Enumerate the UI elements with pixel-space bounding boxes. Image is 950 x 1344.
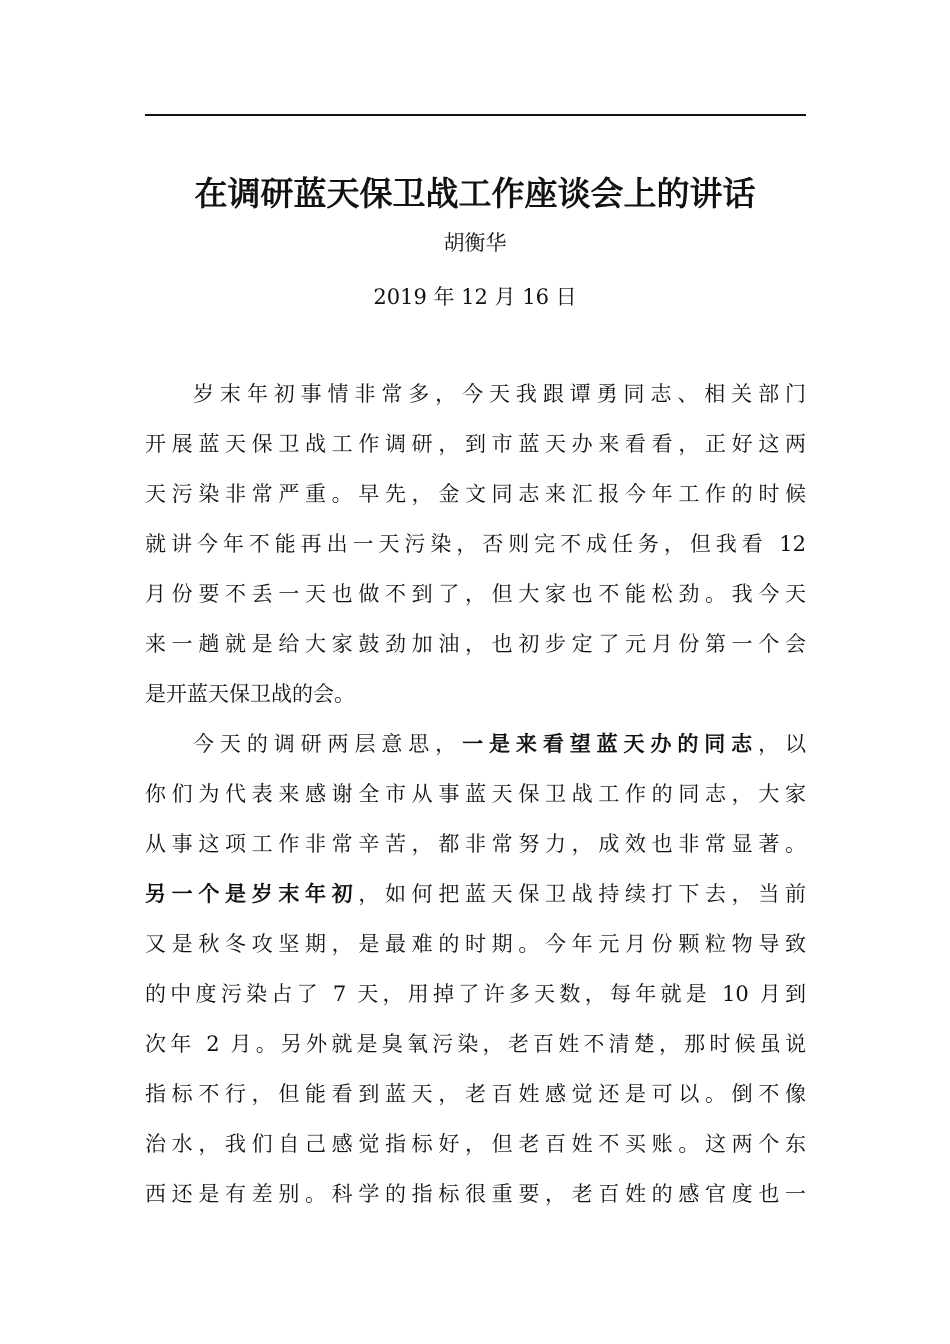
paragraph-2-line-9: 治水，我们自己感觉指标好，但老百姓不买账。这两个东 (145, 1132, 806, 1156)
paragraph-2-line-4 (145, 869, 806, 919)
paragraph-2-line-10: 西还是有差别。科学的指标很重要，老百姓的感官度也一 (145, 1182, 806, 1206)
paragraph-2-line-7: 次年 2 月。另外就是臭氧污染，老百姓不清楚，那时候虽说 (145, 1032, 806, 1056)
paragraph-1-line-1: 岁末年初事情非常多，今天我跟谭勇同志、相关部门 (193, 382, 806, 406)
paragraph-2-text: ，如何把蓝天保卫战持续打下去，当前 (358, 882, 806, 906)
paragraph-2-text: ，以 (758, 732, 806, 756)
paragraph-2-line-6: 的中度污染占了 7 天，用掉了许多天数，每年就是 10 月到 (145, 982, 806, 1006)
emphasis-point-one: 一是来看望蓝天办的同志 (462, 731, 759, 756)
header-rule (145, 114, 806, 116)
paragraph-2-line-3: 从事这项工作非常辛苦，都非常努力，成效也非常显著。 (145, 832, 806, 856)
paragraph-2-line-5: 又是秋冬攻坚期，是最难的时期。今年元月份颗粒物导致 (145, 932, 806, 956)
paragraph-1-line-7: 是开蓝天保卫战的会。 (145, 682, 355, 706)
document-date: 2019 年 12 月 16 日 (373, 285, 577, 309)
document-title: 在调研蓝天保卫战工作座谈会上的讲话 (194, 174, 756, 213)
paragraph-2-line-8: 指标不行，但能看到蓝天，老百姓感觉还是可以。倒不像 (145, 1082, 806, 1106)
paragraph-1-line-4: 就讲今年不能再出一天污染，否则完不成任务，但我看 12 (145, 532, 806, 556)
paragraph-2-text: 今天的调研两层意思， (193, 732, 463, 756)
paragraph-1-line-2: 开展蓝天保卫战工作调研，到市蓝天办来看看，正好这两 (145, 432, 806, 456)
paragraph-1-line-6: 来一趟就是给大家鼓劲加油，也初步定了元月份第一个会 (145, 632, 806, 656)
author-name: 胡衡华 (443, 231, 507, 255)
paragraph-1-line-5: 月份要不丢一天也做不到了，但大家也不能松劲。我今天 (145, 582, 806, 606)
emphasis-point-two: 另一个是岁末年初 (145, 881, 359, 906)
paragraph-2-line-1 (193, 719, 806, 769)
paragraph-2-line-2: 你们为代表来感谢全市从事蓝天保卫战工作的同志，大家 (145, 782, 806, 806)
paragraph-1-line-3: 天污染非常严重。早先，金文同志来汇报今年工作的时候 (145, 482, 806, 506)
